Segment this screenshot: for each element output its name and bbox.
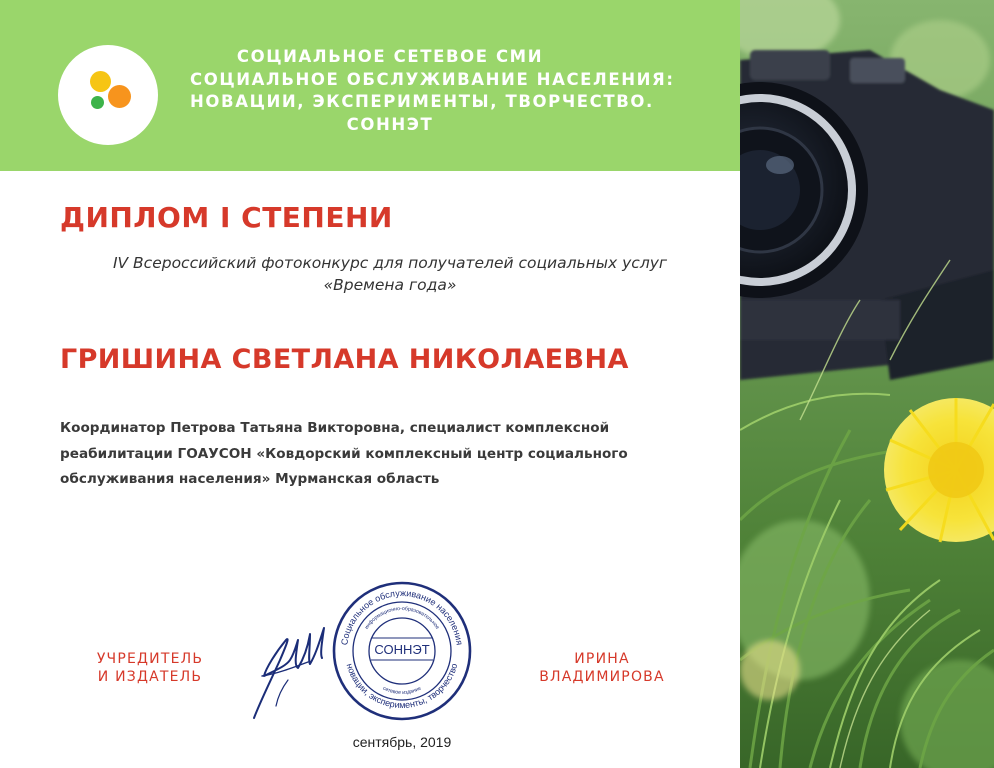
photo-illustration [740,0,994,768]
header-band [0,0,740,171]
issue-date: сентябрь, 2019 [352,734,452,750]
description-line: реабилитации ГОАУСОН «Ковдорский комплексный центр социального [60,445,628,462]
founder-label-line: УЧРЕДИТЕЛЬ [96,651,204,667]
publication-title-line: СОЦИАЛЬНОЕ ОБСЛУЖИВАНИЕ НАСЕЛЕНИЯ: [190,69,675,89]
logo-yellow-dot [90,71,111,92]
sonet-logo [58,45,158,145]
recipient-description [60,416,720,493]
logo-orange-dot [108,85,131,108]
description-line: обслуживания населения» Мурманская область [60,471,440,487]
camera-dandelion-photo [740,0,994,768]
publication-title-line: СОЦИАЛЬНОЕ СЕТЕВОЕ СМИ [236,47,544,66]
svg-text:СОННЭТ: СОННЭТ [374,642,430,657]
signatory-name-line: ИРИНА [574,651,630,667]
description-line: Координатор Петрова Татьяна Викторовна, специалист комплексной [60,420,610,436]
svg-text:Социальное обслуживание населе: Социальное обслуживание населения [339,587,465,646]
founder-label-line: И ИЗДАТЕЛЬ [97,669,203,685]
publisher-stamp [331,580,473,722]
diploma-title: ДИПЛОМ I СТЕПЕНИ [60,201,393,234]
svg-text:информационно-образовательное: информационно-образовательное [363,605,441,631]
svg-text:сетевое издание: сетевое издание [381,685,423,697]
signatory-name [512,650,692,686]
signatory-name-line: ВЛАДИМИРОВА [539,669,665,685]
signature-icon [246,610,336,725]
logo-green-dot [91,96,104,109]
contest-name-line: «Времена года» [323,276,457,294]
publication-title [190,46,675,136]
publication-title-line: НОВАЦИИ, ЭКСПЕРИМЕНТЫ, ТВОРЧЕСТВО. [190,92,654,111]
contest-name [40,252,740,296]
svg-text:новации, эксперименты, творчес: новации, эксперименты, творчество [344,662,460,711]
publication-title-line: СОННЭТ [346,114,434,134]
founder-label [60,650,240,686]
recipient-name: ГРИШИНА СВЕТЛАНА НИКОЛАЕВНА [60,344,629,375]
contest-name-line: IV Всероссийский фотоконкурс для получателей социальных услуг [112,254,668,272]
